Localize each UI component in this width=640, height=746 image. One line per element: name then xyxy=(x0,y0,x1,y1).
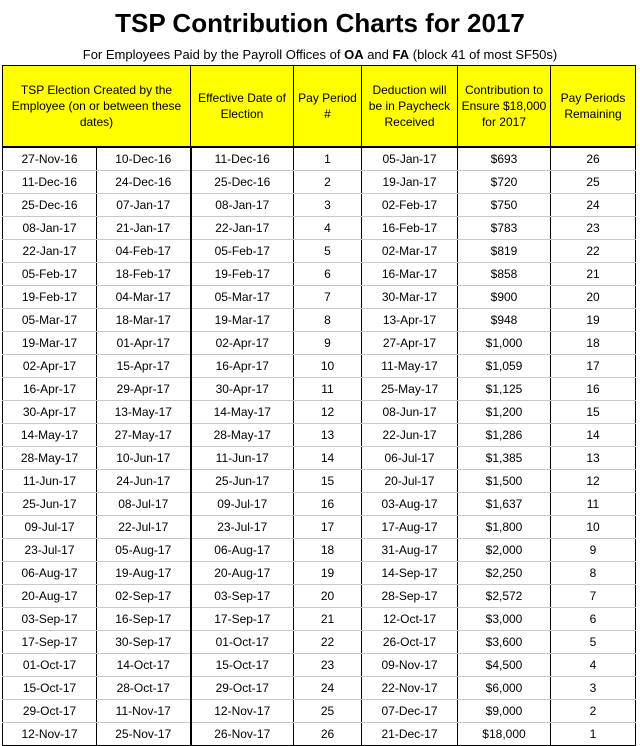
pay-period-cell: 24 xyxy=(294,677,362,700)
table-row xyxy=(3,171,636,194)
election-end-cell: 25-Nov-17 xyxy=(97,723,191,746)
pay-period-cell: 23 xyxy=(294,654,362,677)
election-start-cell: 19-Feb-17 xyxy=(3,286,97,309)
election-end-cell: 18-Feb-17 xyxy=(97,263,191,286)
paycheck-date-cell: 16-Feb-17 xyxy=(362,217,458,240)
contribution-cell: $3,000 xyxy=(458,608,551,631)
periods-remaining-cell: 4 xyxy=(551,654,636,677)
effective-date-cell: 23-Jul-17 xyxy=(191,516,294,539)
table-row xyxy=(3,516,636,539)
pay-period-cell: 19 xyxy=(294,562,362,585)
contribution-cell: $1,059 xyxy=(458,355,551,378)
election-start-cell: 02-Apr-17 xyxy=(3,355,97,378)
paycheck-date-cell: 12-Oct-17 xyxy=(362,608,458,631)
election-start-cell: 12-Nov-17 xyxy=(3,723,97,746)
table-row xyxy=(3,194,636,217)
contribution-cell: $750 xyxy=(458,194,551,217)
pay-period-cell: 13 xyxy=(294,424,362,447)
paycheck-date-cell: 19-Jan-17 xyxy=(362,171,458,194)
header-pay-period: Pay Period # xyxy=(294,66,362,148)
table-row xyxy=(3,355,636,378)
contribution-cell: $2,572 xyxy=(458,585,551,608)
table-row xyxy=(3,562,636,585)
pay-period-cell: 5 xyxy=(294,240,362,263)
contribution-cell: $693 xyxy=(458,147,551,171)
contribution-cell: $6,000 xyxy=(458,677,551,700)
paycheck-date-cell: 06-Jul-17 xyxy=(362,447,458,470)
election-end-cell: 19-Aug-17 xyxy=(97,562,191,585)
periods-remaining-cell: 3 xyxy=(551,677,636,700)
contribution-cell: $858 xyxy=(458,263,551,286)
contribution-cell: $9,000 xyxy=(458,700,551,723)
paycheck-date-cell: 22-Nov-17 xyxy=(362,677,458,700)
election-start-cell: 30-Apr-17 xyxy=(3,401,97,424)
subtitle-office-1: OA xyxy=(344,47,364,62)
election-end-cell: 10-Jun-17 xyxy=(97,447,191,470)
election-start-cell: 20-Aug-17 xyxy=(3,585,97,608)
effective-date-cell: 06-Aug-17 xyxy=(191,539,294,562)
election-start-cell: 23-Jul-17 xyxy=(3,539,97,562)
table-row xyxy=(3,654,636,677)
election-end-cell: 24-Dec-16 xyxy=(97,171,191,194)
effective-date-cell: 01-Oct-17 xyxy=(191,631,294,654)
header-contribution: Contribution to Ensure $18,000 for 2017 xyxy=(458,66,551,148)
election-start-cell: 16-Apr-17 xyxy=(3,378,97,401)
header-effective-date: Effective Date of Election xyxy=(191,66,294,148)
election-end-cell: 01-Apr-17 xyxy=(97,332,191,355)
election-end-cell: 28-Oct-17 xyxy=(97,677,191,700)
contribution-cell: $1,637 xyxy=(458,493,551,516)
table-row xyxy=(3,631,636,654)
effective-date-cell: 22-Jan-17 xyxy=(191,217,294,240)
election-end-cell: 30-Sep-17 xyxy=(97,631,191,654)
effective-date-cell: 17-Sep-17 xyxy=(191,608,294,631)
periods-remaining-cell: 26 xyxy=(551,147,636,171)
election-start-cell: 01-Oct-17 xyxy=(3,654,97,677)
contribution-cell: $1,286 xyxy=(458,424,551,447)
periods-remaining-cell: 2 xyxy=(551,700,636,723)
election-start-cell: 28-May-17 xyxy=(3,447,97,470)
pay-period-cell: 18 xyxy=(294,539,362,562)
election-start-cell: 27-Nov-16 xyxy=(3,147,97,171)
effective-date-cell: 19-Feb-17 xyxy=(191,263,294,286)
election-end-cell: 14-Oct-17 xyxy=(97,654,191,677)
periods-remaining-cell: 6 xyxy=(551,608,636,631)
pay-period-cell: 15 xyxy=(294,470,362,493)
paycheck-date-cell: 07-Dec-17 xyxy=(362,700,458,723)
paycheck-date-cell: 09-Nov-17 xyxy=(362,654,458,677)
periods-remaining-cell: 5 xyxy=(551,631,636,654)
effective-date-cell: 25-Dec-16 xyxy=(191,171,294,194)
effective-date-cell: 25-Jun-17 xyxy=(191,470,294,493)
effective-date-cell: 05-Feb-17 xyxy=(191,240,294,263)
effective-date-cell: 16-Apr-17 xyxy=(191,355,294,378)
paycheck-date-cell: 17-Aug-17 xyxy=(362,516,458,539)
election-end-cell: 04-Feb-17 xyxy=(97,240,191,263)
periods-remaining-cell: 24 xyxy=(551,194,636,217)
periods-remaining-cell: 7 xyxy=(551,585,636,608)
pay-period-cell: 9 xyxy=(294,332,362,355)
effective-date-cell: 12-Nov-17 xyxy=(191,700,294,723)
table-row xyxy=(3,424,636,447)
effective-date-cell: 26-Nov-17 xyxy=(191,723,294,746)
election-start-cell: 11-Dec-16 xyxy=(3,171,97,194)
periods-remaining-cell: 11 xyxy=(551,493,636,516)
pay-period-cell: 7 xyxy=(294,286,362,309)
contribution-cell: $783 xyxy=(458,217,551,240)
paycheck-date-cell: 25-May-17 xyxy=(362,378,458,401)
table-row xyxy=(3,332,636,355)
table-row xyxy=(3,608,636,631)
table-row xyxy=(3,493,636,516)
election-end-cell: 18-Mar-17 xyxy=(97,309,191,332)
table-row xyxy=(3,700,636,723)
page-subtitle xyxy=(0,47,640,65)
pay-period-cell: 11 xyxy=(294,378,362,401)
paycheck-date-cell: 16-Mar-17 xyxy=(362,263,458,286)
paycheck-date-cell: 20-Jul-17 xyxy=(362,470,458,493)
pay-period-cell: 2 xyxy=(294,171,362,194)
subtitle-and: and xyxy=(363,47,393,62)
election-end-cell: 04-Mar-17 xyxy=(97,286,191,309)
election-start-cell: 11-Jun-17 xyxy=(3,470,97,493)
election-end-cell: 16-Sep-17 xyxy=(97,608,191,631)
election-start-cell: 03-Sep-17 xyxy=(3,608,97,631)
election-start-cell: 19-Mar-17 xyxy=(3,332,97,355)
election-start-cell: 14-May-17 xyxy=(3,424,97,447)
contribution-cell: $1,200 xyxy=(458,401,551,424)
paycheck-date-cell: 02-Feb-17 xyxy=(362,194,458,217)
subtitle-suffix: (block 41 of most SF50s) xyxy=(409,47,558,62)
effective-date-cell: 14-May-17 xyxy=(191,401,294,424)
pay-period-cell: 26 xyxy=(294,723,362,746)
election-end-cell: 24-Jun-17 xyxy=(97,470,191,493)
paycheck-date-cell: 05-Jan-17 xyxy=(362,147,458,171)
table-row xyxy=(3,309,636,332)
effective-date-cell: 08-Jan-17 xyxy=(191,194,294,217)
pay-period-cell: 3 xyxy=(294,194,362,217)
contribution-cell: $948 xyxy=(458,309,551,332)
election-end-cell: 15-Apr-17 xyxy=(97,355,191,378)
table-row xyxy=(3,147,636,171)
paycheck-date-cell: 03-Aug-17 xyxy=(362,493,458,516)
contribution-cell: $1,385 xyxy=(458,447,551,470)
pay-period-cell: 12 xyxy=(294,401,362,424)
election-start-cell: 25-Dec-16 xyxy=(3,194,97,217)
paycheck-date-cell: 13-Apr-17 xyxy=(362,309,458,332)
election-end-cell: 02-Sep-17 xyxy=(97,585,191,608)
paycheck-date-cell: 26-Oct-17 xyxy=(362,631,458,654)
paycheck-date-cell: 08-Jun-17 xyxy=(362,401,458,424)
paycheck-date-cell: 14-Sep-17 xyxy=(362,562,458,585)
contribution-cell: $1,125 xyxy=(458,378,551,401)
paycheck-date-cell: 31-Aug-17 xyxy=(362,539,458,562)
contribution-cell: $4,500 xyxy=(458,654,551,677)
periods-remaining-cell: 9 xyxy=(551,539,636,562)
pay-period-cell: 4 xyxy=(294,217,362,240)
election-end-cell: 08-Jul-17 xyxy=(97,493,191,516)
pay-period-cell: 1 xyxy=(294,147,362,171)
election-end-cell: 21-Jan-17 xyxy=(97,217,191,240)
pay-period-cell: 17 xyxy=(294,516,362,539)
table-row xyxy=(3,585,636,608)
header-row xyxy=(3,66,636,148)
election-start-cell: 22-Jan-17 xyxy=(3,240,97,263)
contribution-cell: $900 xyxy=(458,286,551,309)
election-end-cell: 22-Jul-17 xyxy=(97,516,191,539)
periods-remaining-cell: 13 xyxy=(551,447,636,470)
periods-remaining-cell: 20 xyxy=(551,286,636,309)
periods-remaining-cell: 17 xyxy=(551,355,636,378)
tsp-contribution-table xyxy=(2,65,636,746)
election-end-cell: 07-Jan-17 xyxy=(97,194,191,217)
election-end-cell: 27-May-17 xyxy=(97,424,191,447)
pay-period-cell: 6 xyxy=(294,263,362,286)
election-start-cell: 25-Jun-17 xyxy=(3,493,97,516)
election-start-cell: 05-Mar-17 xyxy=(3,309,97,332)
paycheck-date-cell: 22-Jun-17 xyxy=(362,424,458,447)
election-start-cell: 15-Oct-17 xyxy=(3,677,97,700)
table-body xyxy=(3,147,636,746)
contribution-cell: $1,000 xyxy=(458,332,551,355)
election-start-cell: 29-Oct-17 xyxy=(3,700,97,723)
paycheck-date-cell: 28-Sep-17 xyxy=(362,585,458,608)
effective-date-cell: 11-Jun-17 xyxy=(191,447,294,470)
periods-remaining-cell: 10 xyxy=(551,516,636,539)
table-row xyxy=(3,378,636,401)
pay-period-cell: 22 xyxy=(294,631,362,654)
election-start-cell: 17-Sep-17 xyxy=(3,631,97,654)
effective-date-cell: 20-Aug-17 xyxy=(191,562,294,585)
effective-date-cell: 02-Apr-17 xyxy=(191,332,294,355)
periods-remaining-cell: 19 xyxy=(551,309,636,332)
subtitle-office-2: FA xyxy=(392,47,410,62)
paycheck-date-cell: 21-Dec-17 xyxy=(362,723,458,746)
contribution-cell: $819 xyxy=(458,240,551,263)
pay-period-cell: 20 xyxy=(294,585,362,608)
contribution-cell: $2,000 xyxy=(458,539,551,562)
periods-remaining-cell: 21 xyxy=(551,263,636,286)
paycheck-date-cell: 27-Apr-17 xyxy=(362,332,458,355)
table-row xyxy=(3,470,636,493)
election-start-cell: 09-Jul-17 xyxy=(3,516,97,539)
contribution-cell: $1,800 xyxy=(458,516,551,539)
pay-period-cell: 14 xyxy=(294,447,362,470)
periods-remaining-cell: 8 xyxy=(551,562,636,585)
contribution-cell: $18,000 xyxy=(458,723,551,746)
subtitle-prefix: For Employees Paid by the Payroll Offices of xyxy=(82,47,345,62)
table-row xyxy=(3,286,636,309)
effective-date-cell: 03-Sep-17 xyxy=(191,585,294,608)
page-title: TSP Contribution Charts for 2017 xyxy=(115,8,525,38)
paycheck-date-cell: 30-Mar-17 xyxy=(362,286,458,309)
table-row xyxy=(3,447,636,470)
periods-remaining-cell: 16 xyxy=(551,378,636,401)
periods-remaining-cell: 15 xyxy=(551,401,636,424)
periods-remaining-cell: 1 xyxy=(551,723,636,746)
paycheck-date-cell: 11-May-17 xyxy=(362,355,458,378)
effective-date-cell: 11-Dec-16 xyxy=(191,147,294,171)
header-deduction-paycheck: Deduction will be in Paycheck Received xyxy=(362,66,458,148)
periods-remaining-cell: 12 xyxy=(551,470,636,493)
table-row xyxy=(3,263,636,286)
election-end-cell: 10-Dec-16 xyxy=(97,147,191,171)
contribution-cell: $3,600 xyxy=(458,631,551,654)
contribution-cell: $2,250 xyxy=(458,562,551,585)
pay-period-cell: 10 xyxy=(294,355,362,378)
periods-remaining-cell: 18 xyxy=(551,332,636,355)
election-end-cell: 05-Aug-17 xyxy=(97,539,191,562)
pay-period-cell: 21 xyxy=(294,608,362,631)
table-row xyxy=(3,677,636,700)
election-end-cell: 29-Apr-17 xyxy=(97,378,191,401)
effective-date-cell: 19-Mar-17 xyxy=(191,309,294,332)
election-start-cell: 05-Feb-17 xyxy=(3,263,97,286)
header-election-created: TSP Election Created by the Employee (on or between these dates) xyxy=(3,66,191,148)
pay-period-cell: 16 xyxy=(294,493,362,516)
periods-remaining-cell: 23 xyxy=(551,217,636,240)
pay-period-cell: 25 xyxy=(294,700,362,723)
effective-date-cell: 05-Mar-17 xyxy=(191,286,294,309)
contribution-cell: $720 xyxy=(458,171,551,194)
election-start-cell: 06-Aug-17 xyxy=(3,562,97,585)
table-row xyxy=(3,401,636,424)
header-pay-periods-remaining: Pay Periods Remaining xyxy=(551,66,636,148)
effective-date-cell: 15-Oct-17 xyxy=(191,654,294,677)
table-row xyxy=(3,240,636,263)
election-end-cell: 13-May-17 xyxy=(97,401,191,424)
periods-remaining-cell: 25 xyxy=(551,171,636,194)
election-end-cell: 11-Nov-17 xyxy=(97,700,191,723)
contribution-cell: $1,500 xyxy=(458,470,551,493)
table-row xyxy=(3,723,636,746)
effective-date-cell: 28-May-17 xyxy=(191,424,294,447)
effective-date-cell: 09-Jul-17 xyxy=(191,493,294,516)
table-row xyxy=(3,217,636,240)
paycheck-date-cell: 02-Mar-17 xyxy=(362,240,458,263)
effective-date-cell: 29-Oct-17 xyxy=(191,677,294,700)
pay-period-cell: 8 xyxy=(294,309,362,332)
table-row xyxy=(3,539,636,562)
effective-date-cell: 30-Apr-17 xyxy=(191,378,294,401)
election-start-cell: 08-Jan-17 xyxy=(3,217,97,240)
periods-remaining-cell: 22 xyxy=(551,240,636,263)
periods-remaining-cell: 14 xyxy=(551,424,636,447)
